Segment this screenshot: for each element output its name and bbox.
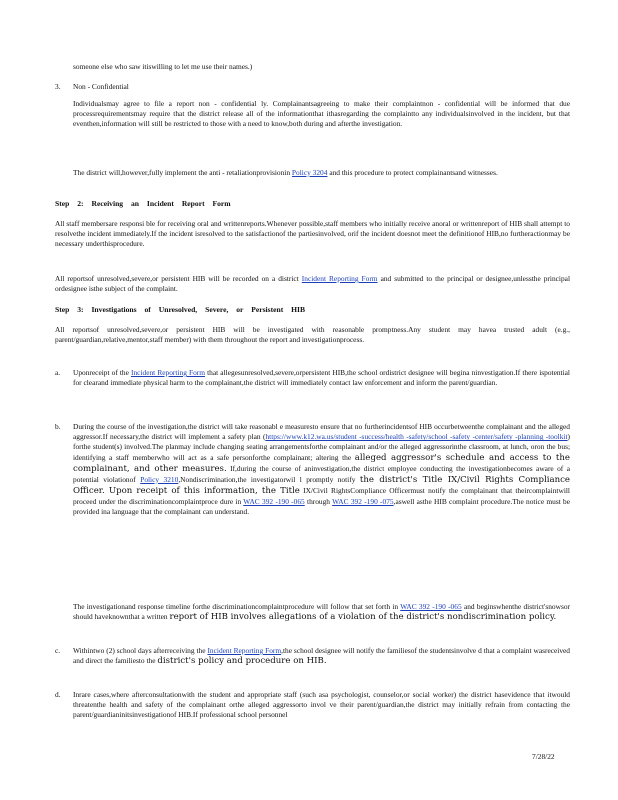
- step3-paragraph-1: All reportsof unresolved,severe,or persistent HIB will be investigated with reasonable promptness.Any student may havea trusted adult (e.g., parent/guardian,relative,mentor,staff member) with them throughout the report and investigationprocess.: [55, 325, 570, 345]
- step2-paragraph-2: [55, 274, 570, 294]
- text-segment: All reportsof unresolved,severe,or persistent HIB will be recorded on a district: [55, 274, 299, 283]
- policy-3204-link[interactable]: Policy 3204: [291, 168, 328, 177]
- text-segment: ,the school designee will notify the familiesof the studentsinvolve d that a complaint wasreceived and direct the familiesto the: [73, 646, 571, 666]
- text-segment: ,Nondiscrimination,the investigatorwil l promptly notify: [178, 474, 356, 484]
- text-segment: the district's Title IX/Civil Rights Compliance Officer. Upon receipt of this information, the Title: [73, 474, 571, 496]
- step3-item-d: Inrare cases,where afterconsultationwith the student and appropriate staff (such asa psychologist, counselor,or social worker) the district hasevidence that itwould threatenthe health and safety of the complainant orthe alleged aggressorto invol ve their parent/guardian,the district may initially refrain from contacting the parent/guardianinitsinvestigationof HIB.If professional school personnel: [73, 690, 570, 720]
- text-segment: If,during the course of aninvestigation,the district employee conducting the investigationbecomes aware of a potential violationof: [73, 463, 570, 484]
- text-segment: The investigationand response timeline forthe discriminationcomplaintprocedure will follow that set forth in: [73, 602, 399, 611]
- footer-date: 7/28/22: [532, 752, 555, 761]
- item3-paragraph-2: [73, 168, 570, 178]
- incident-reporting-form-link[interactable]: Incident Reporting Form: [131, 368, 205, 377]
- continued-text: someone else who saw itiswilling to let me use their names.): [73, 62, 253, 71]
- step2-paragraph-1: All staff membersare responsi ble for receiving oral and writtenreports.Whenever possible,staff members who initially receive anoral or writtenreport of HIB shall attempt to resolvethe incident immediately.If the incident isresolved to the satisfactionof the partiesinvolved, orif the incident doesnot meet the definitionof HIB,no furtheractionmay be necessary underthisprocedure.: [55, 219, 570, 249]
- text-segment: through: [307, 496, 331, 506]
- step3-heading: Step 3: Investigations of Unresolved, Severe, or Persistent HIB: [55, 305, 306, 314]
- text-segment: During the course of the investigation,the district will take reasonabl e measuresto ensure that no furtherincidentsof HIB occurbetweenthe complainant and the alleged aggressor.If necessary,the district will implement a safety plan (: [73, 422, 570, 442]
- text-segment: IX/Civil RightsCompliance Officermust notify the complainant that theircomplaintwill proceed under the discriminationcomplaintproce dure in: [73, 485, 570, 506]
- text-segment: Uponreceipt of the: [73, 368, 129, 377]
- incident-reporting-form-link[interactable]: Incident Reporting Form: [207, 646, 282, 655]
- wac-392-190-075-link[interactable]: WAC 392 -190 -075: [332, 496, 394, 506]
- text-segment: ) forthe student(s) involved.The planmay include changing seating arrangementsforthe complainant and/or the alleged aggressorinthe classroom, at lunch, oron the bus; identifying a staff memberwho will act as a safe personforthe complainant; altering the: [73, 432, 570, 462]
- text-segment: report of HIB involves allegations of a violation of the district's nondiscrimination policy.: [169, 612, 557, 623]
- step3-item-b-paragraph-2: [73, 602, 570, 623]
- list-label-b: b.: [55, 422, 61, 431]
- list-number-3: 3.: [55, 82, 61, 91]
- wac-392-190-065-link[interactable]: WAC 392 -190 -065: [400, 602, 462, 611]
- item3-title: Non - Confidential: [73, 82, 129, 91]
- text-segment: Withintwo (2) school days afterreceiving the: [73, 646, 206, 655]
- text-segment: and this procedure to protect complainantsand witnesses.: [329, 168, 498, 177]
- policy-3210-link[interactable]: Policy 3210: [140, 474, 179, 484]
- wac-392-190-065-link[interactable]: WAC 392 -190 -065: [243, 496, 305, 506]
- text-segment: ,aswell asthe HIB complaint procedure.The notice must be provided ina language that the complainant can understand.: [73, 496, 570, 516]
- incident-reporting-form-link[interactable]: Incident Reporting Form: [301, 274, 378, 283]
- safety-planning-toolkit-link[interactable]: https://www.k12.wa.us/student -success/health -safety/school -safety -center/safety -planning -toolkit: [265, 432, 568, 442]
- step3-item-b-paragraph-1: [73, 422, 570, 517]
- step3-item-a: [73, 368, 570, 388]
- text-segment: and submitted to the principal or designee,unlessthe principal ordesignee isthe subject of the complaint.: [55, 274, 571, 294]
- text-segment: and beginswhenthe district'snowsor should haveknownthat a written: [73, 602, 570, 622]
- text-segment: alleged aggressor's schedule and access to the complainant, and other measures.: [73, 452, 570, 474]
- step3-item-c: [73, 646, 570, 667]
- list-label-c: c.: [55, 646, 61, 655]
- text-segment: district's policy and procedure on HIB.: [157, 656, 327, 667]
- text-segment: The district will,however,fully implement the anti - retaliationprovisionin: [73, 168, 291, 177]
- list-label-d: d.: [55, 690, 61, 699]
- text-segment: that allegesunresolved,severe,orpersistent HIB,the school ordistrict designee will begina ninvestigation.If there ispotential for clearand immediate physical harm to the complainant,the district will immediately contact law enforcement and inform the parent/guardian.: [73, 368, 570, 388]
- step2-heading: Step 2: Receiving an Incident Report Form: [55, 199, 231, 208]
- item3-paragraph-1: Individualsmay agree to file a report non - confidential ly. Complainantsagreeing to make their complaintnon - confidential will be informed that due processrequirementsmay require that the district release all of the informationthat ithasregarding the complaintto any individualsinvolved in the incident, but that eventhen,information will still be restricted to those with a need to know,both during and afterthe investigation.: [73, 99, 570, 129]
- list-label-a: a.: [55, 368, 61, 377]
